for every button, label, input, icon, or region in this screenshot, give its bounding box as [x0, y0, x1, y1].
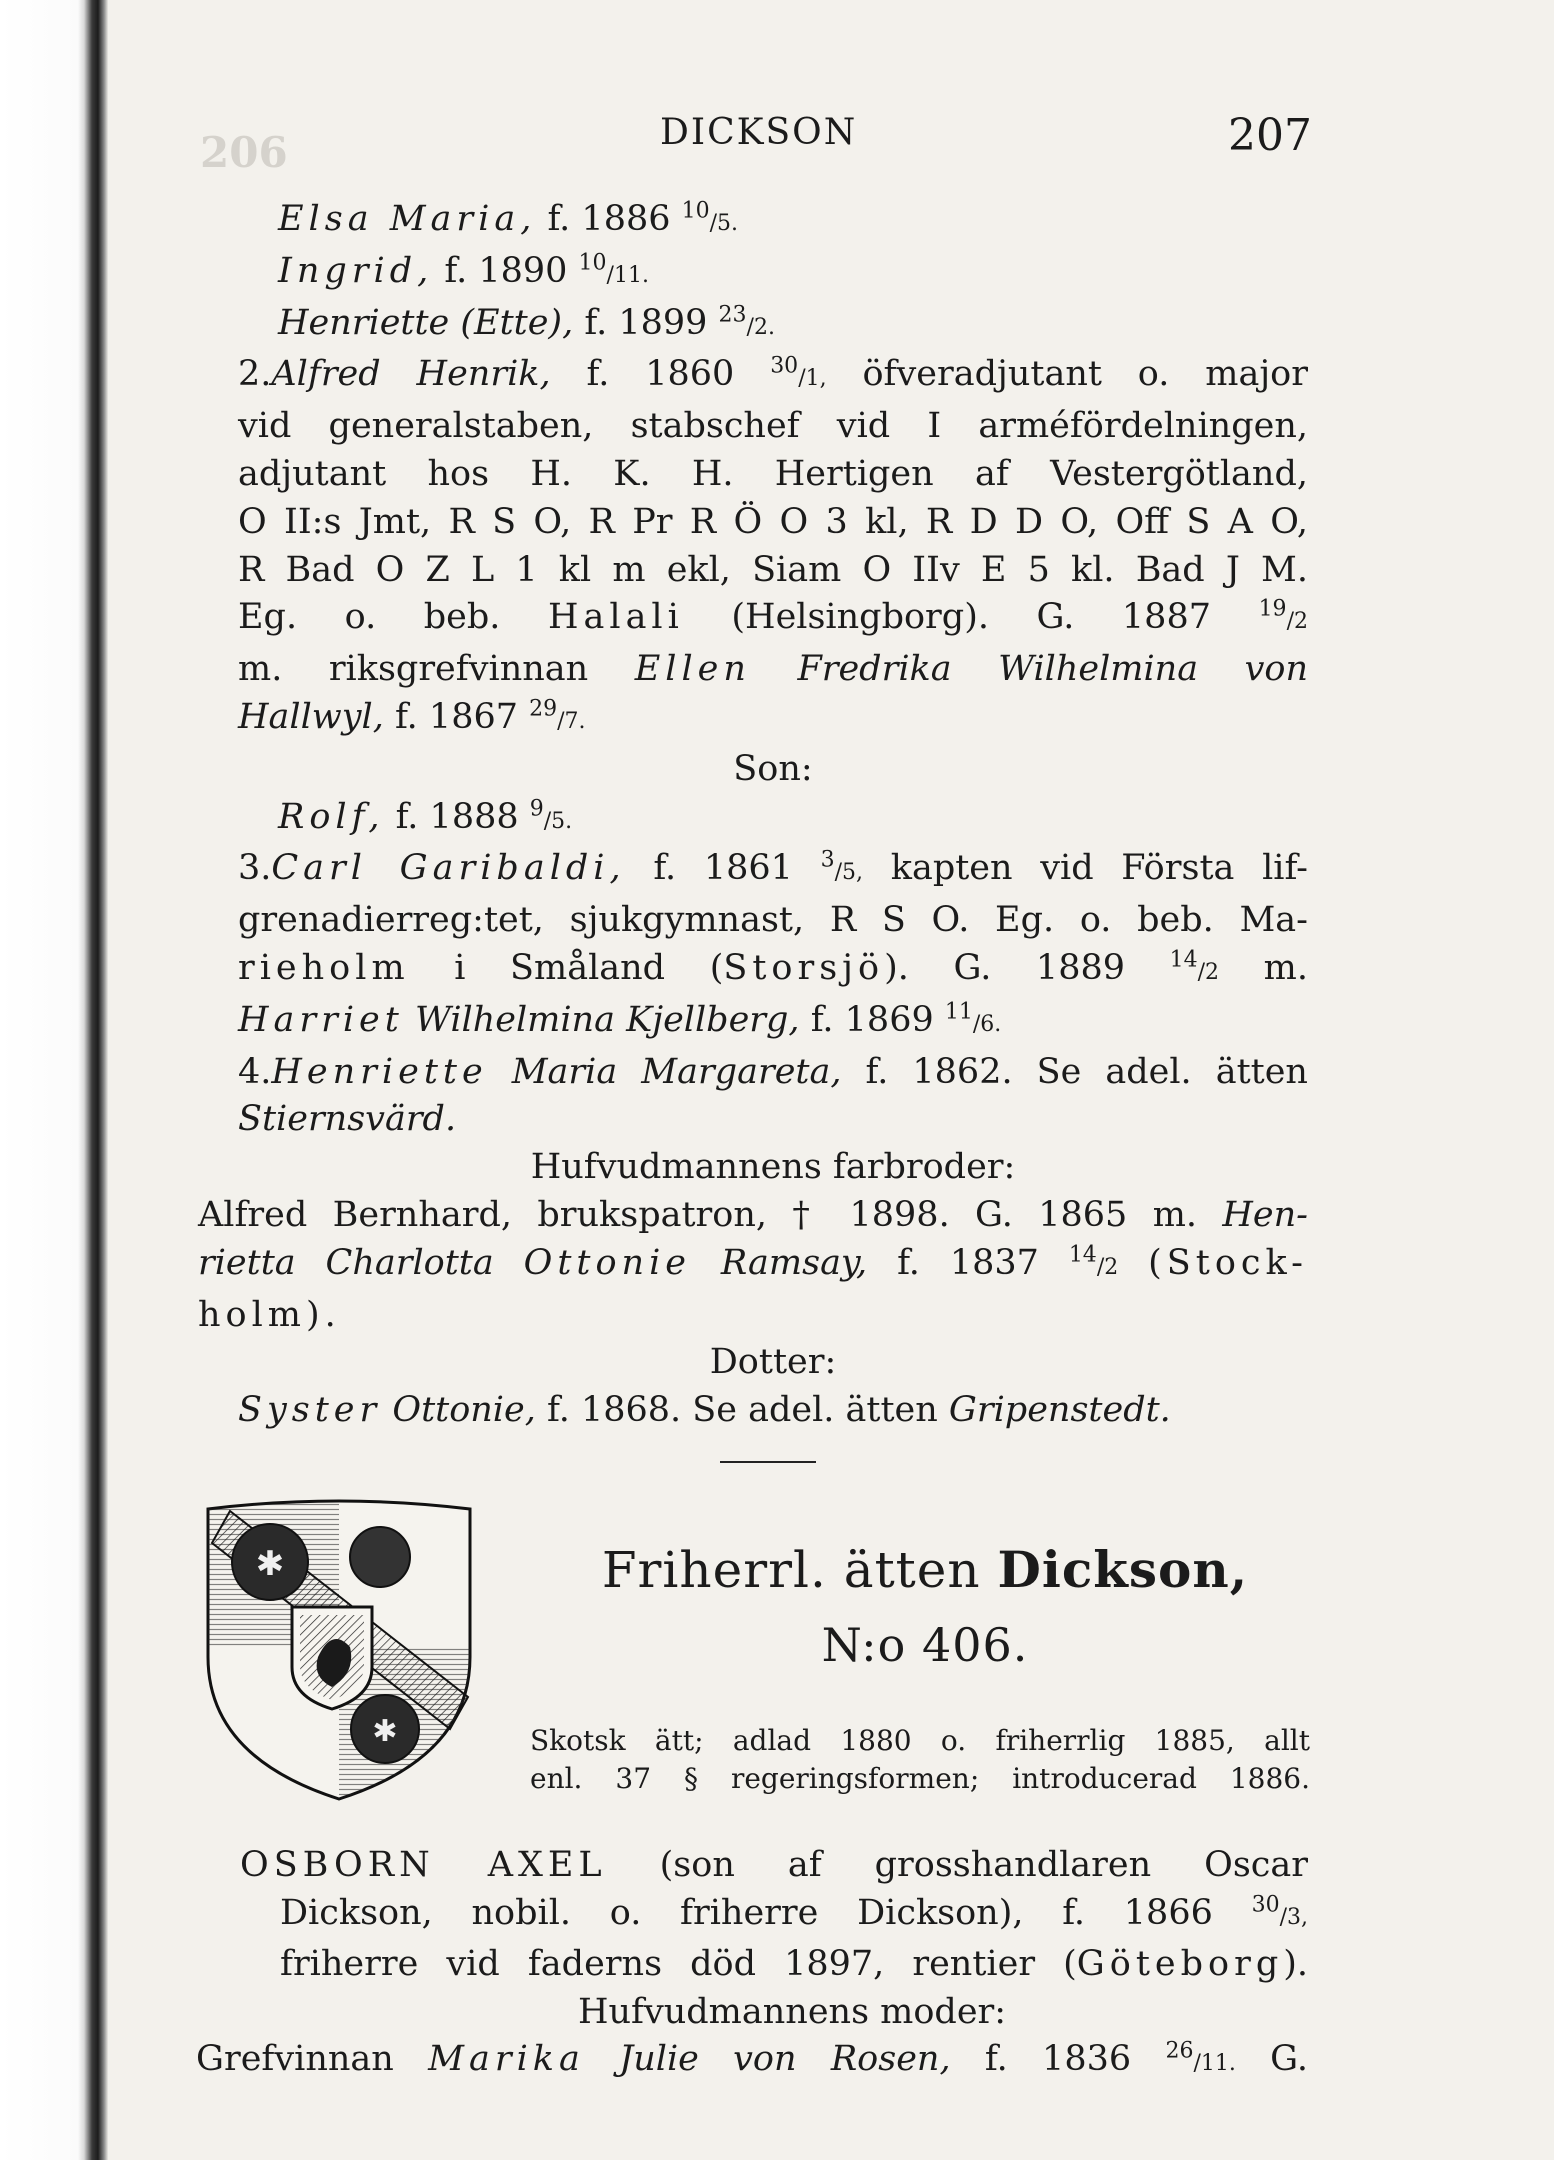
entry-ingrid: Ingrid, f. 1890 $^{10}$/11. [278, 250, 649, 291]
entry-syster-ottonie: Syster Ottonie, f. 1868. Se adel. ätten Gripenstedt. [238, 1390, 1171, 1431]
family-description: Skotsk ätt; adlad 1880 o. friherrlig 1885, allt enl. 37 § regeringsformen; introducerad 1886. [530, 1724, 1310, 1795]
entry-rolf: Rolf, f. 1888 $^9$/5. [278, 795, 573, 837]
running-title: DICKSON [660, 112, 858, 153]
entry-alfred-bernhard: Alfred Bernhard, brukspatron, † 1898. G. 1865 m. Hen- rietta Charlotta Ottonie Ramsay, f. 1837 $^{14}$/2 (Stock- holm). [198, 1194, 1308, 1335]
entry-carl-garibaldi: 3.Carl Garibaldi, f. 1861 $^3$/5, kapten vid Första lif- grenadierreg:tet, sjukgymnast, R S O. Eg. o. beb. Ma- rieholm i Småland (Storsjö). G. 1889 $^{14}$/2 m. Harriet Wilhelmina Kjellberg, f. 1869 $^{11}$/6. [238, 847, 1308, 1040]
coat-of-arms-shield-icon [200, 1497, 478, 1807]
book-spine-shadow [0, 0, 108, 2160]
son-heading: Son: [733, 748, 813, 789]
entry-henriette-maria: 4.Henriette Maria Margareta, f. 1862. Se adel. ätten Stiernsvärd. [238, 1051, 1308, 1140]
entry-henriette: Henriette (Ette), f. 1899 $^{23}$/2. [278, 301, 775, 343]
baronial-family-title: Friherrl. ätten Dickson, [601, 1540, 1249, 1599]
svg-text:✱: ✱ [372, 1714, 398, 1749]
mother-heading: Hufvudmannens moder: [577, 1991, 1007, 2032]
entry-elsa: Elsa Maria, f. 1886 $^{10}$/5. [278, 198, 739, 239]
bleed-through-page-number: 206 [200, 128, 288, 177]
section-divider [720, 1461, 816, 1463]
baronial-family-number: N:o 406. [821, 1618, 1029, 1672]
dotter-heading: Dotter: [709, 1342, 837, 1383]
entry-alfred-henrik: 2.Alfred Henrik, f. 1860 $^{30}$/1, öfveradjutant o. major vid generalstaben, stabschef vid I arméfördelningen, adjutant hos H. K. H. Hertigen af Vestergötland, O II:s Jmt, R S O, R Pr R Ö O 3 kl, R D D O, Off S A O, R Bad O Z L 1 kl m ekl, Siam O IIv E 5 kl. Bad J M. Eg. o. beb. Halali (Helsingborg). G. 1887 $^{19}$/2 m. riksgrefvinnan Ellen Fredrika Wilhelmina von Hallwyl, f. 1867 $^{29}$/7. [238, 353, 1308, 737]
page-number: 207 [1228, 110, 1312, 161]
svg-text:✱: ✱ [255, 1544, 285, 1584]
genealogy-text-lower [196, 1842, 1308, 2088]
genealogy-text-upper [198, 196, 1308, 1435]
entry-mother: Grefvinnan Marika Julie von Rosen, f. 1836 $^{26}$/11. G. [196, 2038, 1309, 2080]
entry-osborn-axel: OSBORN AXEL (son af grosshandlaren Oscar Dickson, nobil. o. friherre Dickson), f. 1866 $^{30}$/3, friherre vid faderns död 1897, rentier (Göteborg). [240, 1845, 1308, 1985]
uncle-heading: Hufvudmannens farbroder: [530, 1147, 1016, 1188]
